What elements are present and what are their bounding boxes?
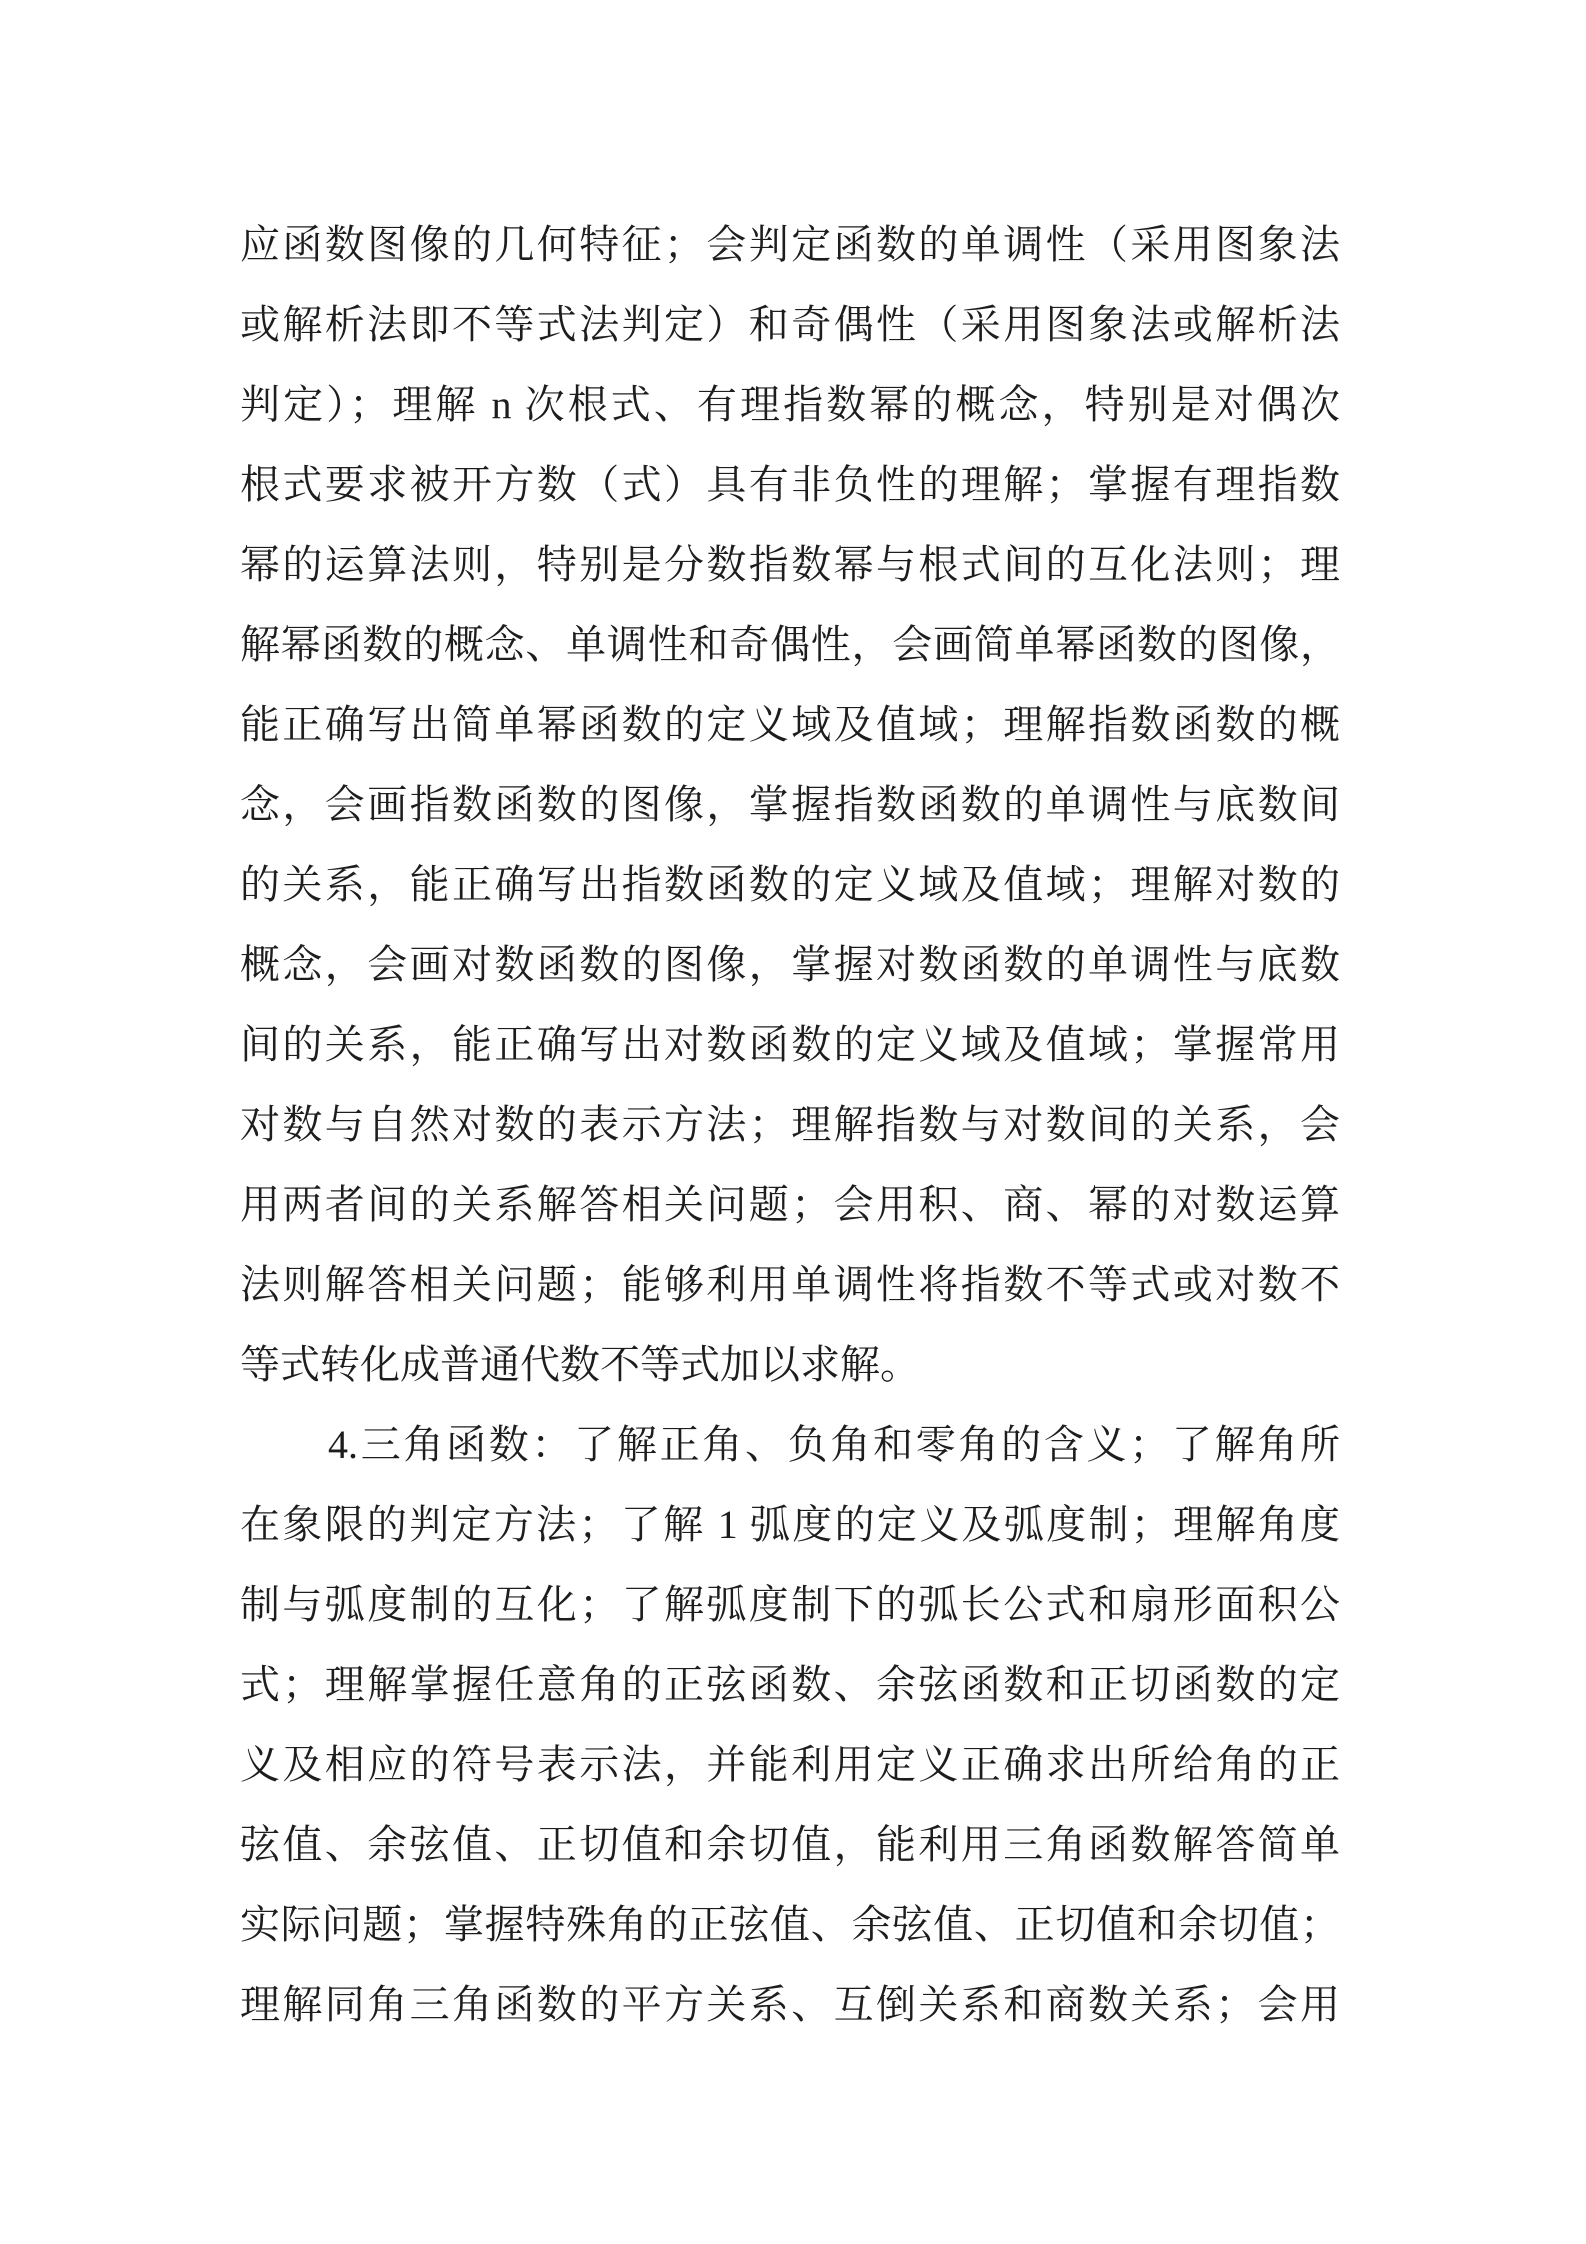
paragraph-functions — [240, 205, 1340, 1405]
paragraph-trigonometry — [240, 1405, 1340, 2045]
text-line: 实际问题；掌握特殊角的正弦值、余弦值、正切值和余切值； — [240, 1902, 1340, 1947]
text-line: 解幂函数的概念、单调性和奇偶性，会画简单幂函数的图像， — [240, 622, 1340, 667]
text-line: 在象限的判定方法；了解 1 弧度的定义及弧度制；理解角度 — [240, 1502, 1340, 1547]
text-line: 弦值、余弦值、正切值和余切值，能利用三角函数解答简单 — [240, 1822, 1340, 1867]
text-line: 应函数图像的几何特征；会判定函数的单调性（采用图象法 — [240, 222, 1340, 267]
text-line: 念，会画指数函数的图像，掌握指数函数的单调性与底数间 — [240, 782, 1340, 827]
text-line: 4.三角函数：了解正角、负角和零角的含义；了解角所 — [328, 1422, 1340, 1467]
text-line: 的关系，能正确写出指数函数的定义域及值域；理解对数的 — [240, 862, 1340, 907]
text-line: 等式转化成普通代数不等式加以求解。 — [240, 1342, 920, 1387]
text-line: 理解同角三角函数的平方关系、互倒关系和商数关系；会用 — [240, 1982, 1340, 2027]
text-line: 式；理解掌握任意角的正弦函数、余弦函数和正切函数的定 — [240, 1662, 1340, 1707]
text-line: 对数与自然对数的表示方法；理解指数与对数间的关系，会 — [240, 1102, 1340, 1147]
text-line: 判定）；理解 n 次根式、有理指数幂的概念，特别是对偶次 — [240, 382, 1340, 427]
text-line: 制与弧度制的互化；了解弧度制下的弧长公式和扇形面积公 — [240, 1582, 1340, 1627]
text-line: 法则解答相关问题；能够利用单调性将指数不等式或对数不 — [240, 1262, 1340, 1307]
text-line: 概念，会画对数函数的图像，掌握对数函数的单调性与底数 — [240, 942, 1340, 987]
text-line: 义及相应的符号表示法，并能利用定义正确求出所给角的正 — [240, 1742, 1340, 1787]
text-line: 用两者间的关系解答相关问题；会用积、商、幂的对数运算 — [240, 1182, 1340, 1227]
text-line: 能正确写出简单幂函数的定义域及值域；理解指数函数的概 — [240, 702, 1340, 747]
text-line: 或解析法即不等式法判定）和奇偶性（采用图象法或解析法 — [240, 302, 1340, 347]
text-line: 间的关系，能正确写出对数函数的定义域及值域；掌握常用 — [240, 1022, 1340, 1067]
document-page — [240, 205, 1340, 2045]
text-line: 幂的运算法则，特别是分数指数幂与根式间的互化法则；理 — [240, 542, 1340, 587]
text-line: 根式要求被开方数（式）具有非负性的理解；掌握有理指数 — [240, 462, 1340, 507]
